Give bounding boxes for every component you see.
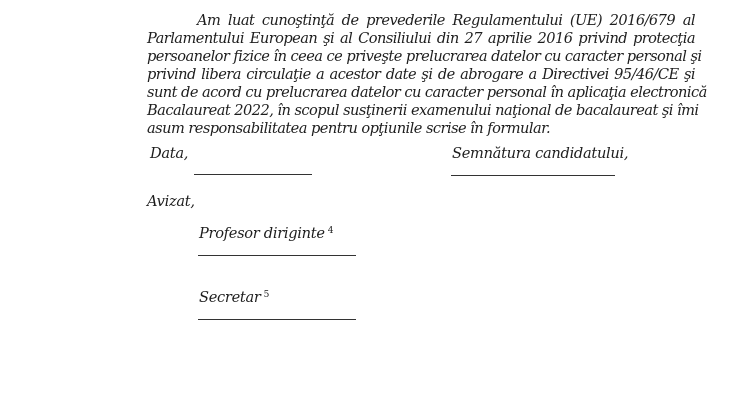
declaration-line: Bacalaureat 2022, în scopul susţinerii examenului naţional de bacalaureat şi îmi [147,102,699,119]
declaration-line: asum responsabilitatea pentru opţiunile scrise în formular. [147,120,551,137]
footnote-marker: 4 [327,226,334,236]
declaration-line: Parlamentului European şi al Consiliului din 27 aprilie 2016 privind protecţia [147,30,695,47]
secretary-label [199,289,269,306]
declaration-paragraph [147,12,707,138]
secretary-signature-line [198,319,356,320]
declaration-line: privind libera circulaţie a acestor date şi de abrogare a Directivei 95/46/CE şi [147,66,695,83]
secretary-label-text: Secretar [199,289,261,306]
declaration-line: persoanelor fizice în ceea ce priveşte prelucrarea datelor cu caracter personal şi [147,48,702,65]
footnote-marker: 5 [263,290,269,300]
declaration-line: Am luat cunoştinţă de prevederile Regulamentului (UE) 2016/679 al [197,12,695,29]
declaration-line: sunt de acord cu prelucrarea datelor cu caracter personal în aplicaţia electronică [147,84,707,101]
class-teacher-label [199,225,333,242]
class-teacher-label-text: Profesor diriginte [199,225,325,242]
candidate-signature-line [451,175,615,176]
candidate-signature-label: Semnătura candidatului, [452,145,629,162]
class-teacher-signature-line [198,255,356,256]
date-signature-line [194,174,312,175]
date-label: Data, [150,145,189,162]
endorsed-label: Avizat, [147,193,195,210]
